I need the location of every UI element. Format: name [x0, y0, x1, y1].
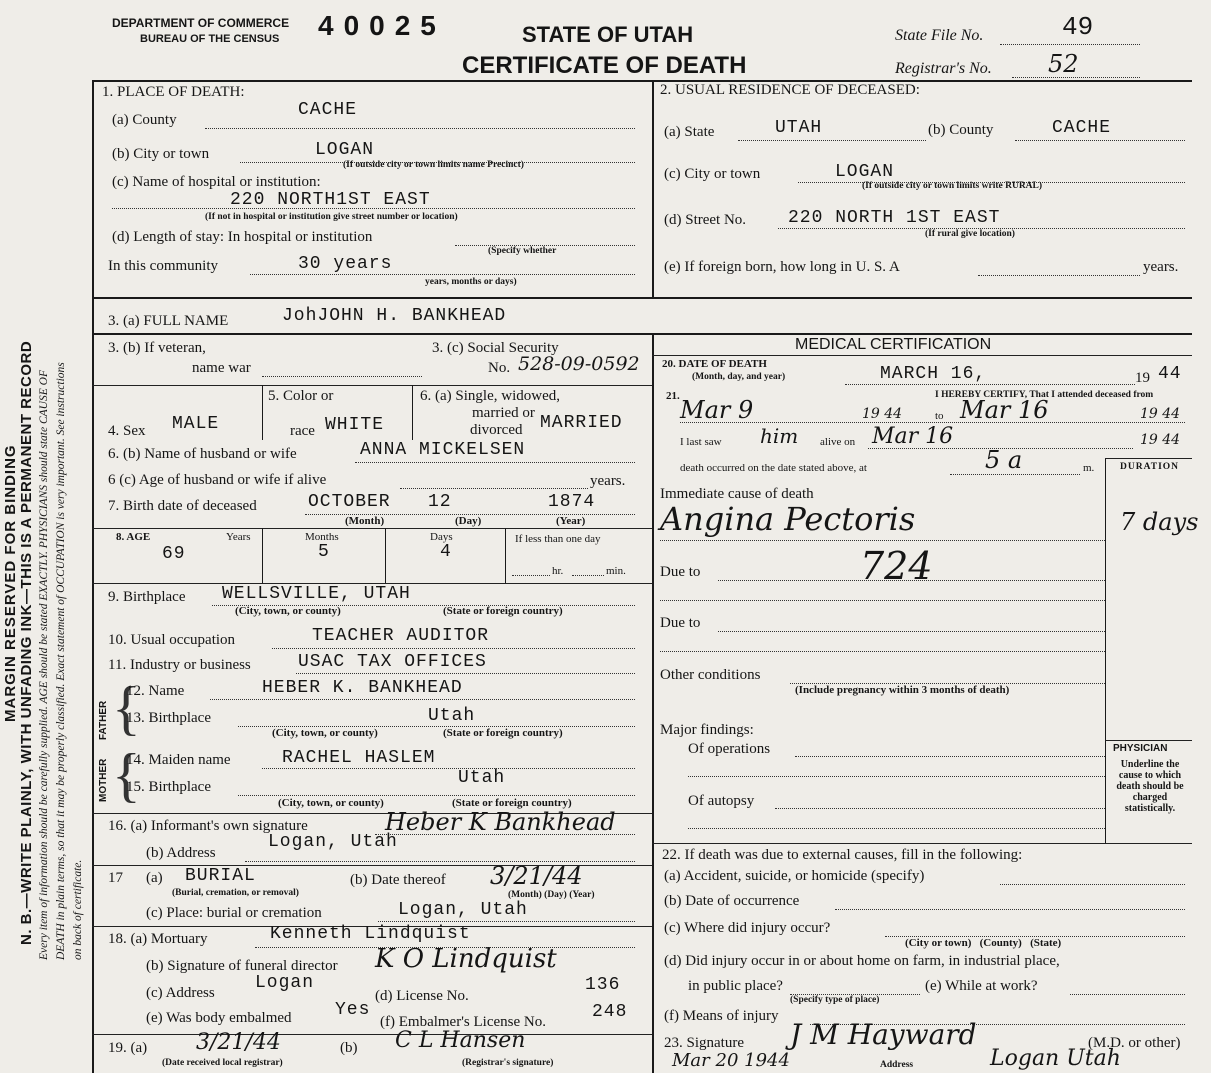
signature-address-label: Address: [880, 1060, 914, 1070]
mother-brace: {: [112, 742, 141, 808]
instructions-note-3: on back of certificate.: [72, 859, 84, 960]
foreign-label: (e) If foreign born, how long in U. S. A: [664, 259, 900, 275]
res-city-label: (c) City or town: [664, 166, 761, 182]
mortuary-address-label: (c) Address: [146, 985, 215, 1001]
birth-month-note: (Month): [345, 515, 385, 527]
marital-value: MARRIED: [540, 413, 623, 433]
medical-title: MEDICAL CERTIFICATION: [795, 336, 992, 353]
embalmed-label: (e) Was body embalmed: [146, 1010, 292, 1026]
m-label: m.: [1083, 462, 1095, 474]
certificate-title: CERTIFICATE OF DEATH: [462, 52, 747, 79]
occupation-value: TEACHER AUDITOR: [312, 626, 490, 646]
md-label: (M.D. or other): [1088, 1035, 1181, 1051]
immediate-cause-label: Immediate cause of death: [660, 486, 814, 502]
sex-value: MALE: [172, 414, 220, 434]
physician-box-title: PHYSICIAN: [1113, 743, 1168, 754]
father-name-label: 12. Name: [126, 683, 185, 699]
father-bp-label: 13. Birthplace: [126, 710, 211, 726]
registrar-date-note: (Date received local registrar): [162, 1058, 283, 1068]
father-brace: {: [112, 675, 141, 741]
hospital-label: (c) Name of hospital or institution:: [112, 174, 321, 190]
units-note: years, months or days): [425, 277, 517, 287]
informant-sig-label: 16. (a) Informant's own signature: [108, 818, 308, 834]
spouse-age-years: years.: [590, 473, 626, 489]
veteran-label: 3. (b) If veteran,: [108, 340, 206, 356]
age-years-value: 69: [162, 544, 186, 564]
alive-year: 19 44: [1140, 432, 1181, 448]
ext-d-note: (Specify type of place): [790, 995, 880, 1005]
due-to-value: 724: [860, 544, 933, 588]
death-time: 5 a: [985, 446, 1023, 474]
father-bp-value: Utah: [428, 706, 476, 726]
immediate-duration: 7 days: [1120, 508, 1199, 536]
informant-signature: Heber K Bankhead: [385, 808, 616, 836]
spouse-value: ANNA MICKELSEN: [360, 440, 526, 460]
mother-bp-value: Utah: [458, 768, 506, 788]
mother-tag: MOTHER: [98, 758, 109, 802]
marital-label-3: divorced: [470, 422, 523, 438]
city-label: (b) City or town: [112, 146, 210, 162]
hospital-value: 220 NORTH1ST EAST: [230, 190, 431, 210]
stay-label: (d) Length of stay: In hospital or institution: [112, 229, 373, 245]
bureau-line: BUREAU OF THE CENSUS: [140, 33, 280, 45]
attended-to: Mar 16: [960, 396, 1049, 424]
place-of-death-title: 1. PLACE OF DEATH:: [102, 84, 245, 100]
birthplace-label: 9. Birthplace: [108, 589, 186, 605]
father-bp-note-2: (State or foreign country): [443, 727, 563, 739]
ext-c-label: (c) Where did injury occur?: [664, 920, 831, 936]
embalmed-value: Yes: [335, 1000, 371, 1020]
father-name-value: HEBER K. BANKHEAD: [262, 678, 463, 698]
mother-bp-note-2: (State or foreign country): [452, 797, 572, 809]
burial-date-label: (b) Date thereof: [350, 872, 446, 888]
immediate-cause-value: Angina Pectoris: [660, 500, 916, 538]
father-bp-note-1: (City, town, or county): [272, 727, 378, 739]
specify-note: (Specify whether: [488, 246, 557, 256]
mortuary-label: 18. (a) Mortuary: [108, 931, 208, 947]
birth-year: 1874: [548, 492, 596, 512]
industry-value: USAC TAX OFFICES: [298, 652, 487, 672]
autopsy-label: Of autopsy: [688, 793, 755, 809]
permanent-record-note: N. B.—WRITE PLAINLY, WITH UNFADING INK—THIS IS A PERMANENT RECORD: [18, 340, 35, 945]
birth-year-note: (Year): [556, 515, 586, 527]
embalmer-value: 248: [592, 1002, 628, 1022]
other-conditions-label: Other conditions: [660, 667, 761, 683]
war-label: name war: [192, 360, 251, 376]
age-years-label: Years: [226, 531, 251, 543]
age-label: 8. AGE: [116, 531, 151, 543]
res-street-note: (If rural give location): [925, 229, 1015, 239]
due-to-label-2: Due to: [660, 615, 701, 631]
lt-day-label: If less than one day: [515, 533, 601, 545]
instructions-note-1: Every item of information should be carefully supplied. AGE should be stated EXACTLY. PHYSICIANS should state CAUSE OF: [38, 370, 50, 960]
burial-type-note: (Burial, cremation, or removal): [172, 888, 299, 898]
foreign-years: years.: [1143, 259, 1179, 275]
instructions-note-2: DEATH in plain terms, so that it may be properly classified. Exact statement of OCCUPATION is very important. See instructions: [55, 362, 67, 960]
res-city-value: LOGAN: [835, 162, 895, 182]
ext-e-label: (e) While at work?: [925, 978, 1038, 994]
duration-label: DURATION: [1120, 462, 1180, 472]
age-days-value: 4: [440, 542, 452, 562]
ext-d-label: (d) Did injury occur in or about home on farm, in industrial place,: [664, 953, 1060, 969]
registrar-label: Registrar's No.: [895, 60, 992, 77]
ss-label: 3. (c) Social Security: [432, 340, 559, 356]
director-signature: K O Lindquist: [375, 944, 557, 974]
last-saw-label: I last saw: [680, 436, 722, 448]
certify-num: 21.: [666, 390, 680, 402]
res-street-value: 220 NORTH 1ST EAST: [788, 208, 1001, 228]
marital-label-1: 6. (a) Single, widowed,: [420, 388, 560, 404]
hospital-note: (If not in hospital or institution give street number or location): [205, 212, 458, 222]
father-tag: FATHER: [98, 700, 109, 740]
race-value: WHITE: [325, 415, 385, 435]
attended-from: Mar 9: [680, 396, 754, 424]
community-label: In this community: [108, 258, 218, 274]
death-year: 44: [1158, 364, 1182, 384]
community-value: 30 years: [298, 254, 393, 274]
birth-day-note: (Day): [455, 515, 482, 527]
ext-f-label: (f) Means of injury: [664, 1008, 779, 1024]
ext-b-label: (b) Date of occurrence: [664, 893, 800, 909]
signature-label: 23. Signature: [664, 1035, 744, 1051]
birthplace-value: WELLSVILLE, UTAH: [222, 584, 411, 604]
res-county-label: (b) County: [928, 122, 994, 138]
occurred-label: death occurred on the date stated above, at: [680, 462, 867, 474]
state-file-value: 49: [1062, 12, 1094, 42]
attended-to-label: to: [935, 410, 944, 422]
attended-to-year: 19 44: [1140, 406, 1181, 422]
registrar-sig-note: (Registrar's signature): [462, 1058, 554, 1068]
ext-a-label: (a) Accident, suicide, or homicide (specify): [664, 868, 925, 884]
alive-on-value: Mar 16: [872, 424, 954, 449]
certify-text: I HEREBY CERTIFY, That I attended deceased from: [935, 390, 1154, 400]
attended-from-year: 19 44: [862, 406, 903, 422]
informant-address-label: (b) Address: [146, 845, 216, 861]
director-label: (b) Signature of funeral director: [146, 958, 338, 974]
registrar-b-label: (b): [340, 1040, 358, 1056]
physician-box-text: Underline the cause to which death should be charged statistically.: [1116, 759, 1184, 814]
birth-day: 12: [428, 492, 452, 512]
burial-place-label: (c) Place: burial or cremation: [146, 905, 322, 921]
mother-name-value: RACHEL HASLEM: [282, 748, 436, 768]
birth-date-label: 7. Birth date of deceased: [108, 498, 257, 514]
registrar-value: 52: [1048, 50, 1079, 78]
mother-name-label: 14. Maiden name: [126, 752, 231, 768]
res-city-note: (If outside city or town limits write RURAL): [862, 181, 1043, 191]
spouse-label: 6. (b) Name of husband or wife: [108, 446, 297, 462]
county-value: CACHE: [298, 100, 358, 120]
residence-title: 2. USUAL RESIDENCE OF DECEASED:: [660, 82, 920, 98]
ss-no-label: No.: [488, 360, 511, 376]
age-months-value: 5: [318, 542, 330, 562]
registrar-date: 3/21/44: [196, 1030, 281, 1055]
full-name-label: 3. (a) FULL NAME: [108, 313, 229, 329]
burial-place-value: Logan, Utah: [398, 900, 528, 920]
registrar-num-label: 19. (a): [108, 1040, 148, 1056]
mother-bp-note-1: (City, town, or county): [278, 797, 384, 809]
operations-label: Of operations: [688, 741, 771, 757]
signature-date: Mar 20 1944: [672, 1050, 790, 1071]
death-year-prefix: 19: [1135, 370, 1150, 386]
color-label: 5. Color or: [268, 388, 334, 404]
marital-label-2: married or: [472, 405, 535, 421]
external-causes-label: 22. If death was due to external causes, fill in the following:: [662, 847, 1023, 863]
ext-d2-label: in public place?: [688, 978, 783, 994]
death-date-note: (Month, day, and year): [692, 372, 786, 382]
state-title: STATE OF UTAH: [522, 22, 694, 47]
county-label: (a) County: [112, 112, 177, 128]
res-street-label: (d) Street No.: [664, 212, 747, 228]
death-date-label: 20. DATE OF DEATH: [662, 358, 767, 370]
ss-no-value: 528-09-0592: [518, 353, 640, 375]
birth-month: OCTOBER: [308, 492, 391, 512]
res-state-value: UTAH: [775, 118, 823, 138]
last-saw-who: him: [760, 424, 799, 448]
embalmer-label: (f) Embalmer's License No.: [380, 1014, 546, 1030]
sex-label: 4. Sex: [108, 423, 146, 439]
alive-on-label: alive on: [820, 436, 856, 448]
burial-a-label: (a): [146, 870, 163, 886]
res-state-label: (a) State: [664, 124, 715, 140]
department-line: DEPARTMENT OF COMMERCE: [112, 16, 290, 30]
birthplace-note-1: (City, town, or county): [235, 605, 341, 617]
race-label: race: [290, 423, 315, 439]
birthplace-note-2: (State or foreign country): [443, 605, 563, 617]
burial-type: BURIAL: [185, 866, 256, 886]
hr-label: hr.: [552, 565, 564, 577]
informant-address: Logan, Utah: [268, 832, 398, 852]
ext-c-note: (City or town) (County) (State): [905, 937, 1062, 949]
death-date-value: MARCH 16,: [880, 364, 987, 384]
due-to-label-1: Due to: [660, 564, 701, 580]
binding-margin-note: MARGIN RESERVED FOR BINDING: [2, 444, 19, 722]
res-county-value: CACHE: [1052, 118, 1112, 138]
license-label: (d) License No.: [375, 988, 469, 1004]
min-label: min.: [606, 565, 626, 577]
license-value: 136: [585, 975, 621, 995]
physician-signature: J M Hayward: [790, 1018, 977, 1051]
major-findings-label: Major findings:: [660, 722, 754, 738]
mother-bp-label: 15. Birthplace: [126, 779, 211, 795]
burial-date-note: (Month) (Day) (Year): [508, 890, 595, 900]
spouse-age-label: 6 (c) Age of husband or wife if alive: [108, 472, 327, 488]
registrar-signature: C L Hansen: [395, 1028, 526, 1053]
other-conditions-note: (Include pregnancy within 3 months of death): [795, 684, 1010, 696]
city-value: LOGAN: [315, 140, 375, 160]
state-file-label: State File No.: [895, 27, 984, 44]
age-days-label: Days: [430, 531, 453, 543]
mortuary-name: Kenneth Lindquist: [270, 924, 471, 944]
serial-number: 40025: [318, 10, 446, 41]
occupation-label: 10. Usual occupation: [108, 632, 236, 648]
burial-date-value: 3/21/44: [490, 862, 583, 890]
industry-label: 11. Industry or business: [108, 657, 251, 673]
full-name-value: JohJOHN H. BANKHEAD: [282, 306, 507, 326]
age-months-label: Months: [305, 531, 339, 543]
signature-address: Logan Utah: [990, 1046, 1121, 1071]
mortuary-address: Logan: [255, 973, 315, 993]
city-note: (If outside city or town limits name Precinct): [343, 160, 524, 170]
burial-num: 17: [108, 870, 123, 886]
